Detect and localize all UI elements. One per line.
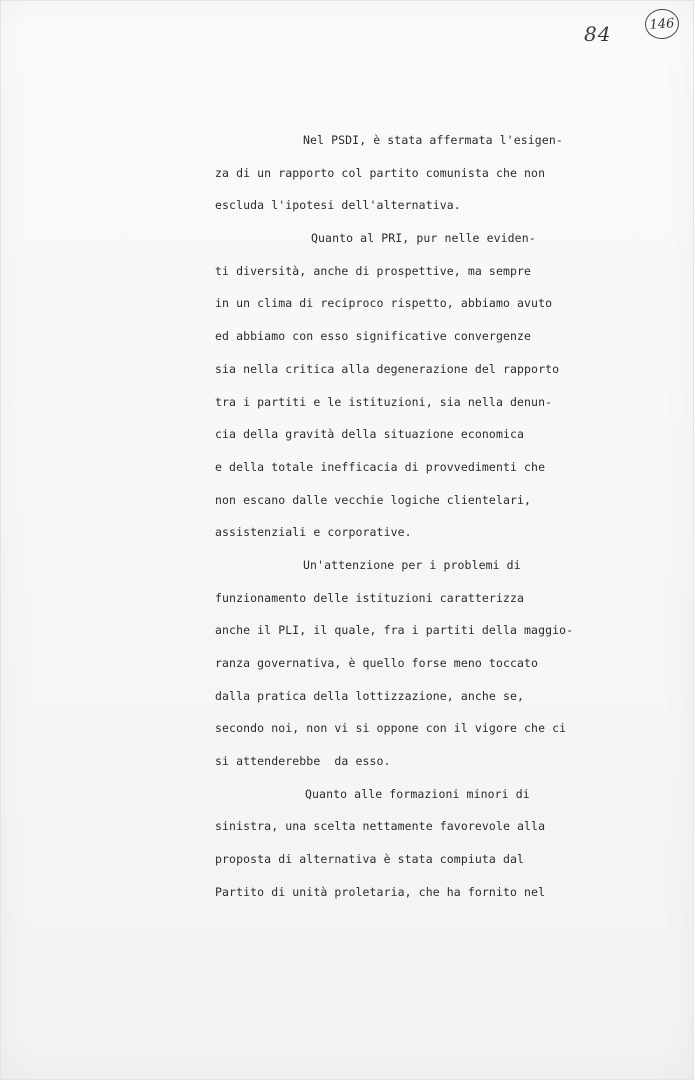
text-line: za di un rapporto col partito comunista che non — [215, 165, 546, 180]
text-line: si attenderebbe da esso. — [215, 754, 391, 769]
text-line: escluda l'ipotesi dell'alternativa. — [215, 198, 461, 213]
text-line: assistenziali e corporative. — [215, 525, 412, 540]
text-line: cia della gravità della situazione economica — [215, 427, 525, 442]
document-body — [215, 124, 655, 909]
archive-stamp — [644, 8, 680, 40]
text-line: in un clima di reciproco rispetto, abbiamo avuto — [215, 296, 553, 311]
archive-stamp-number: 146 — [649, 15, 675, 33]
text-line: e della totale inefficacia di provvedimenti che — [215, 459, 546, 474]
text-line: dalla pratica della lottizzazione, anche se, — [215, 688, 525, 703]
text-line: non escano dalle vecchie logiche clientelari, — [215, 492, 532, 507]
text-line: secondo noi, non vi si oppone con il vigore che ci — [215, 721, 567, 736]
text-line: tra i partiti e le istituzioni, sia nella denun- — [215, 394, 553, 409]
text-line: Partito di unità proletaria, che ha fornito nel — [215, 884, 546, 899]
text-line: ranza governativa, è quello forse meno toccato — [215, 656, 539, 670]
text-line: funzionamento delle istituzioni caratterizza — [215, 590, 525, 605]
text-line: ed abbiamo con esso significative convergenze — [215, 329, 532, 344]
text-line: Un'attenzione per i problemi di — [303, 557, 521, 572]
text-line: sia nella critica alla degenerazione del rapporto — [215, 361, 560, 376]
text-line: Quanto al PRI, pur nelle eviden- — [311, 231, 536, 246]
text-line: proposta di alternativa è stata compiuta dal — [215, 852, 525, 867]
text-line: sinistra, una scelta nettamente favorevole alla — [215, 819, 546, 834]
text-line: Nel PSDI, è stata affermata l'esigen- — [303, 133, 563, 147]
text-line: ti diversità, anche di prospettive, ma sempre — [215, 263, 532, 278]
text-line: Quanto alle formazioni minori di — [305, 786, 530, 801]
handwritten-page-number: 84 — [584, 22, 612, 46]
text-line: anche il PLI, il quale, fra i partiti della maggio- — [215, 623, 574, 638]
